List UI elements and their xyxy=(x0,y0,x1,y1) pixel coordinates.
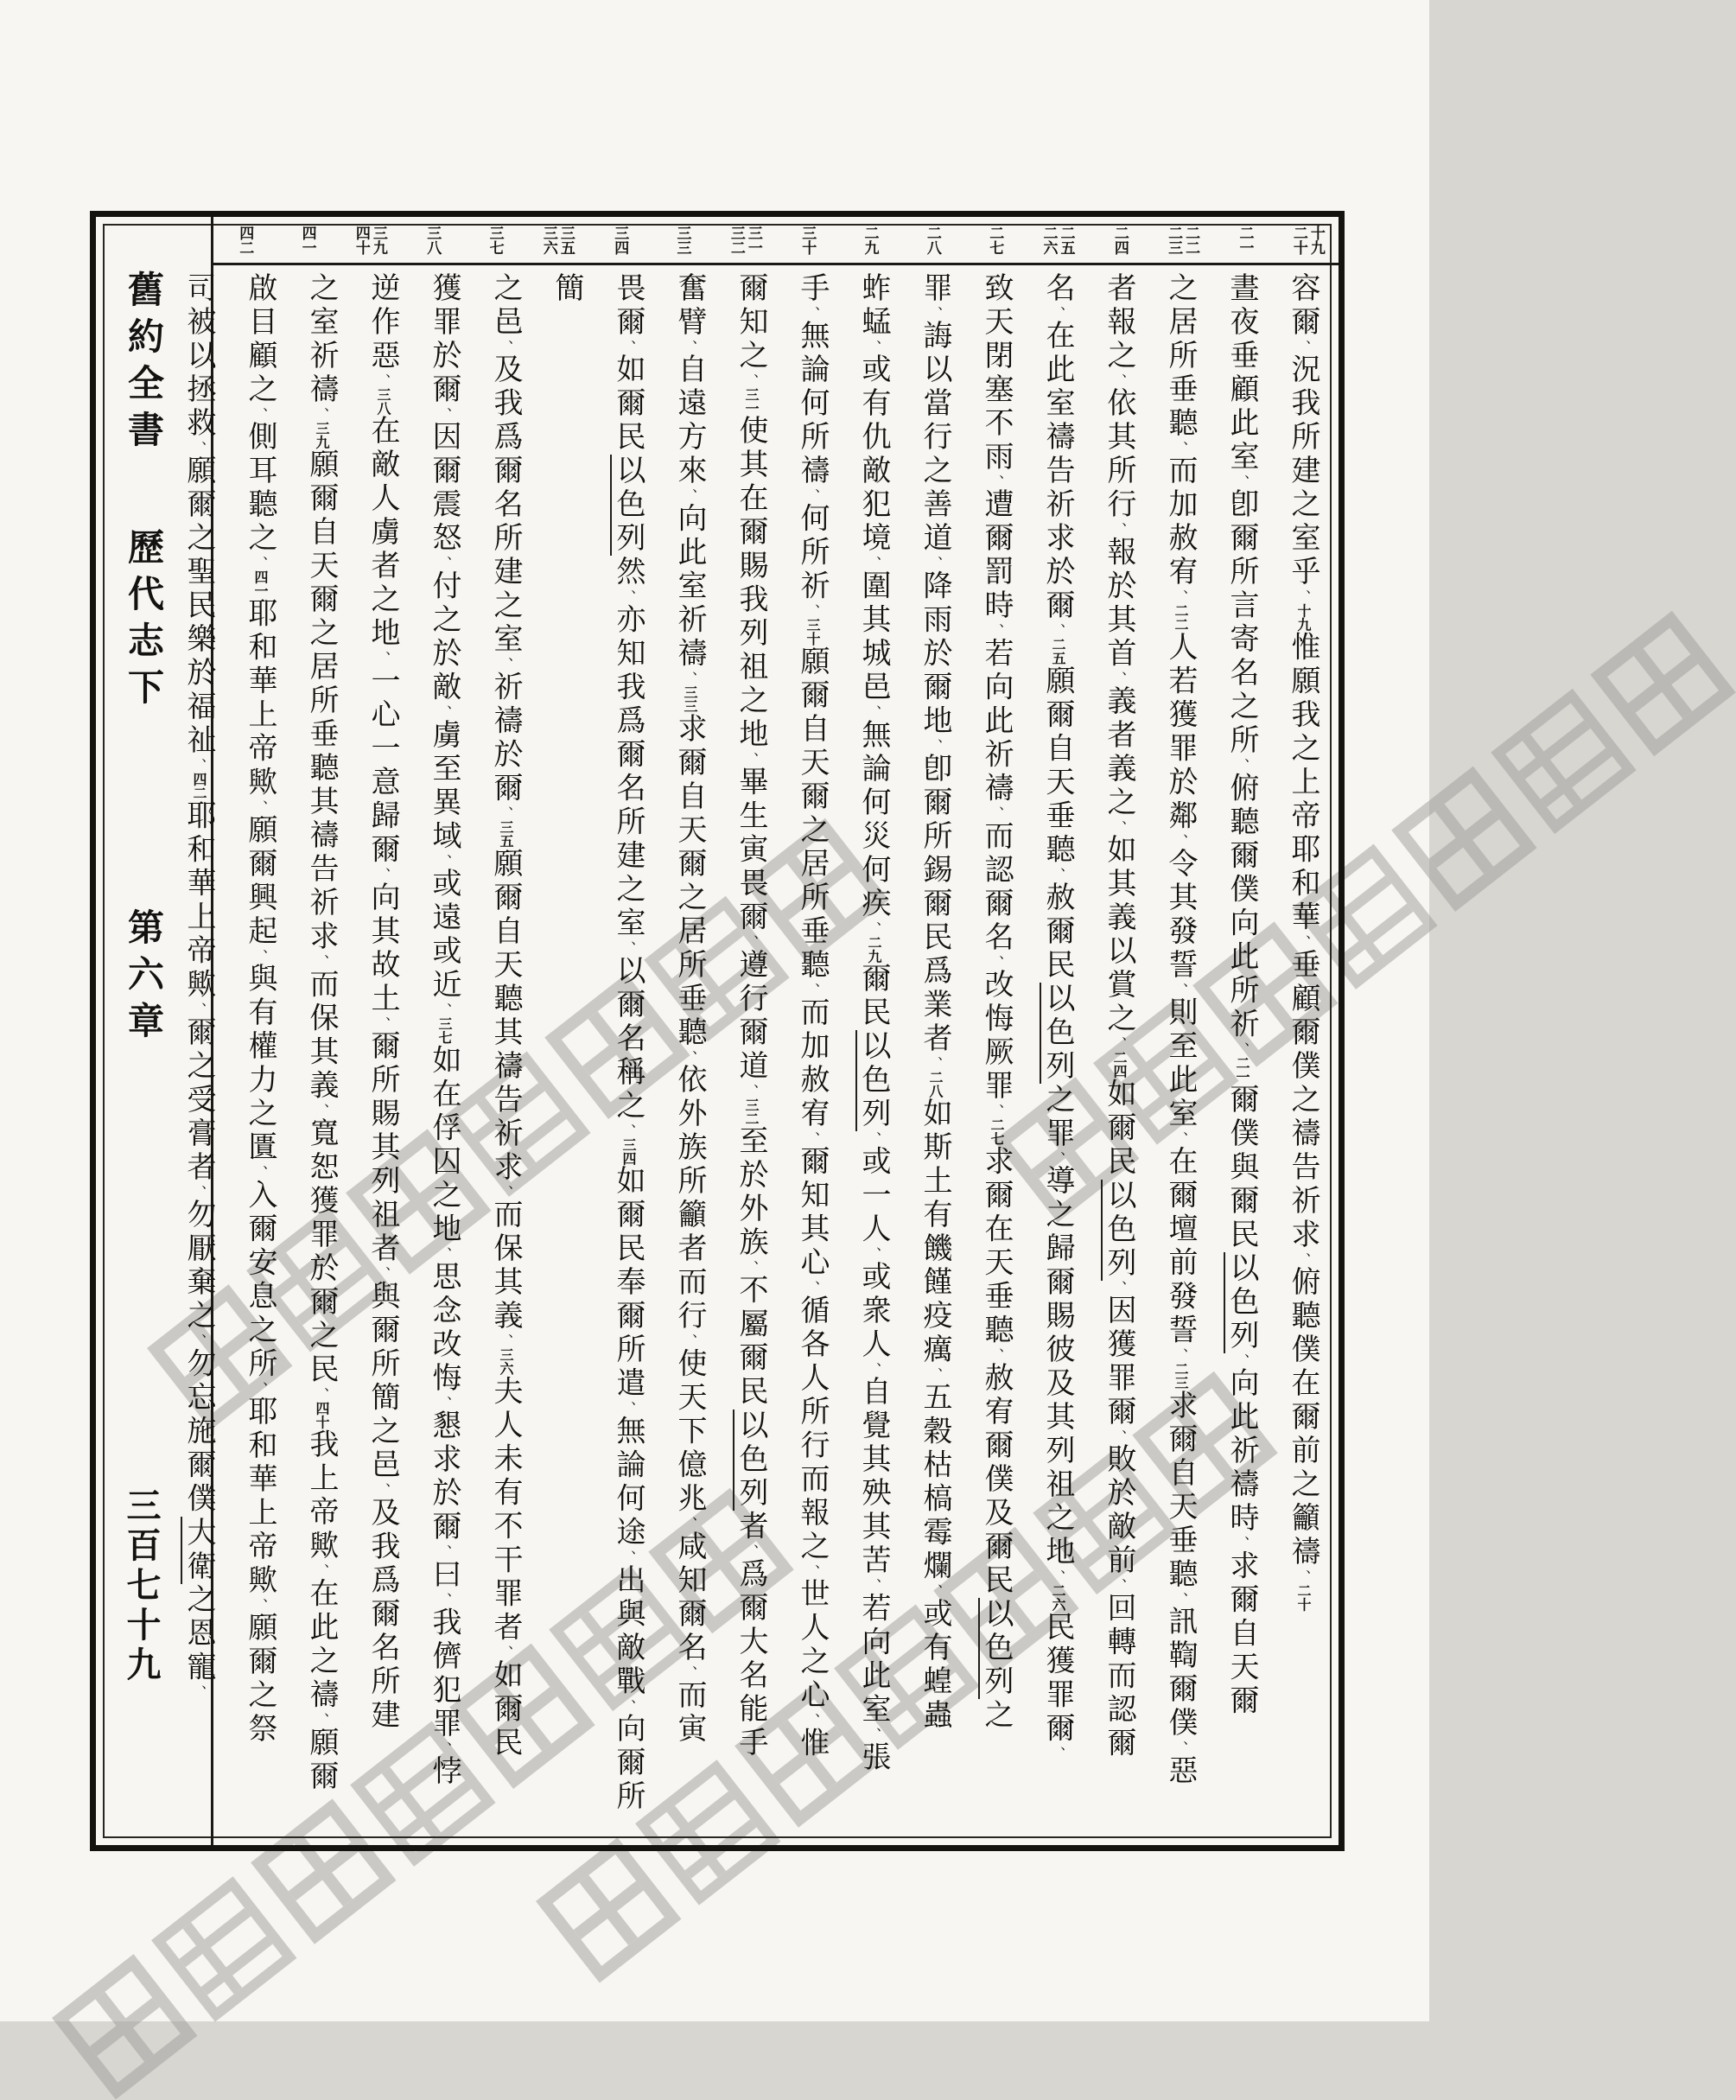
text-column: 爾知之、三一使其在爾賜我列祖之地、畢生寅畏爾、遵行爾道、三二至於外族、不屬爾民以色列者、爲爾大名能手 xyxy=(734,272,766,1760)
punctuation-mark: 、 xyxy=(1233,758,1250,773)
punctuation-mark: 、 xyxy=(251,407,268,422)
punctuation-mark: 、 xyxy=(1049,623,1065,638)
punctuation-mark: 、 xyxy=(804,306,820,321)
punctuation-mark: 、 xyxy=(1233,1041,1250,1056)
punctuation-mark: 、 xyxy=(436,407,452,422)
punctuation-mark: 、 xyxy=(1049,306,1065,321)
inline-verse-marker: 二三 xyxy=(1173,1361,1187,1390)
inline-verse-marker: 三四 xyxy=(620,1137,635,1166)
punctuation-mark: 、 xyxy=(926,306,943,321)
punctuation-mark: 、 xyxy=(1294,1569,1311,1584)
punctuation-mark: 、 xyxy=(1233,1352,1250,1368)
punctuation-mark: 、 xyxy=(1110,1036,1127,1051)
punctuation-mark: 、 xyxy=(681,1333,697,1348)
inline-verse-marker: 二九 xyxy=(866,935,881,964)
text-column: 之室祈禱、三九願爾自天爾之居所垂聽其禱告祈求、而保其義、寬恕獲罪於爾之民、四十我上帝歟、在此之禱、願爾 xyxy=(305,272,337,1794)
punctuation-mark: 、 xyxy=(313,1712,329,1727)
verse-number: 三十 xyxy=(799,225,817,255)
inline-verse-marker: 二七 xyxy=(989,1117,1003,1146)
inline-verse-marker: 三九 xyxy=(314,421,328,449)
section-title: 歷代志下 xyxy=(123,528,162,715)
punctuation-mark: 、 xyxy=(1172,982,1188,997)
verse-header-cell xyxy=(714,217,776,263)
watermark-glyph xyxy=(1590,611,1735,756)
inline-verse-marker: 三三 xyxy=(682,684,696,713)
punctuation-mark: 、 xyxy=(804,488,820,503)
punctuation-mark: 、 xyxy=(1110,1280,1127,1295)
punctuation-mark: 、 xyxy=(190,1684,207,1699)
punctuation-mark: 、 xyxy=(681,488,697,503)
punctuation-mark: 、 xyxy=(436,1395,452,1410)
punctuation-mark: 、 xyxy=(313,1563,329,1578)
proper-name: 大衛 xyxy=(182,1516,214,1584)
punctuation-mark: 、 xyxy=(313,407,329,422)
proper-name: 以色列 xyxy=(612,455,644,557)
verse-header-cell xyxy=(526,217,588,263)
text-column: 司被以拯救、願爾之聖民樂於福祉、四二耶和華上帝歟、爾之受膏者、勿厭棄之、勿忘施爾僕大衛之恩寵、 xyxy=(182,272,214,1699)
verse-number: 二五 xyxy=(1058,225,1075,255)
punctuation-mark: 、 xyxy=(926,738,943,753)
punctuation-mark: 、 xyxy=(620,1401,636,1416)
text-column: 畏爾、如爾民以色列然、亦知我爲爾名所建之室、以爾名稱之、三四如爾民奉爾所遣、無論何途、出與敵戰、向爾所簡 xyxy=(550,272,644,1815)
punctuation-mark: 、 xyxy=(865,1246,881,1261)
inline-verse-marker: 二十 xyxy=(1295,1583,1310,1612)
punctuation-mark: 、 xyxy=(742,373,759,388)
verse-header-cell xyxy=(339,217,401,263)
verse-header-cell xyxy=(1089,217,1151,263)
punctuation-mark: 、 xyxy=(1110,1578,1127,1593)
text-column: 之居所垂聽、而加赦宥、二二人若獲罪於鄰、令其發誓、則至此室、在爾壇前發誓、二三求爾自天垂聽、訊鞫爾僕、惡 xyxy=(1164,272,1196,1789)
punctuation-mark: 、 xyxy=(742,1083,759,1098)
punctuation-mark: 、 xyxy=(251,1381,268,1396)
punctuation-mark: 、 xyxy=(1049,1569,1065,1584)
text-column: 晝夜垂顧此室、卽爾所言寄名之所、俯聽爾僕向此所祈、二一爾僕與爾民以色列、向此祈禱時、求爾自天爾 xyxy=(1225,272,1257,1719)
punctuation-mark: 、 xyxy=(742,934,759,949)
proper-name: 以色列 xyxy=(734,1409,766,1511)
inline-verse-marker: 三八 xyxy=(375,387,390,416)
page-number: 三百七十九 xyxy=(122,1487,161,1686)
punctuation-mark: 、 xyxy=(1172,1131,1188,1146)
punctuation-mark: 、 xyxy=(190,441,207,455)
inline-verse-marker: 二四 xyxy=(1111,1050,1126,1079)
punctuation-mark: 、 xyxy=(436,1544,452,1559)
inline-verse-marker: 三五 xyxy=(498,819,512,848)
punctuation-mark: 、 xyxy=(313,1103,329,1117)
inline-verse-marker: 三七 xyxy=(436,1016,451,1045)
punctuation-mark: 、 xyxy=(865,1131,881,1146)
punctuation-mark: 、 xyxy=(1172,1347,1188,1362)
verse-number: 三六 xyxy=(540,225,557,255)
punctuation-mark: 、 xyxy=(620,340,636,354)
verse-header-cell xyxy=(776,217,838,263)
punctuation-mark: 、 xyxy=(681,671,697,685)
punctuation-mark: 、 xyxy=(436,1740,452,1756)
punctuation-mark: 、 xyxy=(926,1583,943,1598)
punctuation-mark: 、 xyxy=(804,1713,820,1728)
punctuation-mark: 、 xyxy=(1110,1429,1127,1444)
punctuation-mark: 、 xyxy=(1172,441,1188,455)
punctuation-mark: 、 xyxy=(620,940,636,955)
punctuation-mark: 、 xyxy=(1049,867,1065,881)
punctuation-mark: 、 xyxy=(620,1698,636,1714)
verse-number: 三一 xyxy=(745,225,762,255)
punctuation-mark: 、 xyxy=(988,474,1004,489)
punctuation-mark: 、 xyxy=(865,1727,881,1741)
inline-verse-marker: 三六 xyxy=(498,1347,512,1376)
punctuation-mark: 、 xyxy=(497,340,513,354)
verse-header-cell xyxy=(1276,217,1339,263)
punctuation-mark: 、 xyxy=(988,954,1004,970)
scripture-text-area xyxy=(182,265,1333,1842)
inline-verse-marker: 四十 xyxy=(314,1401,328,1429)
verse-number-band xyxy=(213,217,1339,265)
verse-header-cell xyxy=(588,217,651,263)
verse-header-cell xyxy=(838,217,900,263)
verse-header-cell xyxy=(651,217,713,263)
punctuation-mark: 、 xyxy=(1233,474,1250,489)
proper-name: 以色列 xyxy=(1225,1251,1257,1353)
verse-header-cell xyxy=(1213,217,1275,263)
chapter-title: 第六章 xyxy=(123,908,162,1048)
punctuation-mark: 、 xyxy=(620,1550,636,1564)
punctuation-mark: 、 xyxy=(804,1131,820,1146)
inline-verse-marker: 三十 xyxy=(804,617,819,646)
verse-number: 四十 xyxy=(353,225,370,255)
punctuation-mark: 、 xyxy=(804,1563,820,1579)
text-column: 致天閉塞不雨、遭爾罰時、若向此祈禱、而認爾名、改悔厥罪、二七求爾在天垂聽、赦宥爾僕及爾民以色列之 xyxy=(980,272,1012,1733)
verse-number: 四二 xyxy=(237,225,254,255)
punctuation-mark: 、 xyxy=(436,1592,452,1607)
punctuation-mark: 、 xyxy=(251,1165,268,1180)
verse-number: 二九 xyxy=(862,225,879,255)
punctuation-mark: 、 xyxy=(251,948,268,964)
punctuation-mark: 、 xyxy=(374,1266,391,1281)
punctuation-mark: 、 xyxy=(865,920,881,936)
punctuation-mark: 、 xyxy=(374,1482,391,1497)
inline-verse-marker: 四一 xyxy=(252,570,267,598)
inline-verse-marker: 二五 xyxy=(1050,637,1065,665)
punctuation-mark: 、 xyxy=(251,1597,268,1613)
verse-number: 三五 xyxy=(557,225,575,255)
verse-number: 三二 xyxy=(728,225,745,255)
verse-number: 二六 xyxy=(1040,225,1058,255)
punctuation-mark: 、 xyxy=(1294,589,1311,604)
punctuation-mark: 、 xyxy=(190,1184,207,1200)
punctuation-mark: 、 xyxy=(804,982,820,997)
punctuation-mark: 、 xyxy=(374,867,391,881)
punctuation-mark: 、 xyxy=(497,805,513,820)
punctuation-mark: 、 xyxy=(251,556,268,570)
inline-verse-marker: 二六 xyxy=(1050,1583,1065,1612)
watermark-glyph xyxy=(1491,689,1636,834)
punctuation-mark: 、 xyxy=(190,1002,207,1016)
proper-name: 以色列 xyxy=(980,1597,1012,1699)
punctuation-mark: 、 xyxy=(497,657,513,671)
punctuation-mark: 、 xyxy=(436,1002,452,1017)
punctuation-mark: 、 xyxy=(251,799,268,814)
text-column: 名、在此室禱告祈求於爾、二五願爾自天垂聽、赦爾民以色列之罪、導之歸爾賜彼及其列祖之地、二六民獲罪爾、 xyxy=(1041,272,1073,1760)
verse-number: 二八 xyxy=(924,225,941,255)
punctuation-mark: 、 xyxy=(865,1361,881,1377)
punctuation-mark: 、 xyxy=(497,1184,513,1200)
verse-number: 二一 xyxy=(1237,225,1254,255)
page-border-box xyxy=(90,211,1345,1851)
punctuation-mark: 、 xyxy=(988,1347,1004,1362)
verse-number: 二十 xyxy=(1290,225,1307,255)
punctuation-mark: 、 xyxy=(1110,522,1127,537)
punctuation-mark: 、 xyxy=(988,623,1004,638)
punctuation-mark: 、 xyxy=(1049,1746,1065,1760)
verse-header-cell xyxy=(401,217,463,263)
punctuation-mark: 、 xyxy=(742,752,759,767)
verse-header-cell xyxy=(1026,217,1088,263)
book-title: 舊約全書 xyxy=(123,270,162,457)
verse-header-cell xyxy=(901,217,963,263)
punctuation-mark: 、 xyxy=(497,1333,513,1348)
verse-header-cell xyxy=(963,217,1026,263)
punctuation-mark: 、 xyxy=(620,1123,636,1138)
punctuation-mark: 、 xyxy=(988,805,1004,820)
watermark-glyph xyxy=(52,1954,197,2099)
inline-verse-marker: 四二 xyxy=(191,772,206,800)
verse-number: 三三 xyxy=(674,225,691,255)
punctuation-mark: 、 xyxy=(865,556,881,570)
punctuation-mark: 、 xyxy=(1110,819,1127,835)
punctuation-mark: 、 xyxy=(988,1104,1004,1118)
punctuation-mark: 、 xyxy=(1110,671,1127,685)
watermark-glyph xyxy=(536,1837,681,1982)
inline-verse-marker: 二二 xyxy=(1173,603,1187,632)
verse-header-cell xyxy=(463,217,525,263)
text-column: 容爾、況我所建之室乎、十九惟願我之上帝耶和華、垂顧爾僕之禱告祈求、俯聽僕在爾前之籲禱、二十 xyxy=(1287,272,1319,1612)
inline-verse-marker: 十九 xyxy=(1295,603,1310,632)
text-column: 罪、誨以當行之善道、降雨於爾地、卽爾所錫爾民爲業者、二八如斯土有饑饉疫癘、五穀枯槁霉爛、或有蝗蟲 xyxy=(919,272,951,1733)
punctuation-mark: 、 xyxy=(1172,833,1188,848)
punctuation-mark: 、 xyxy=(1294,934,1311,949)
inline-verse-marker: 三二 xyxy=(743,1098,758,1126)
punctuation-mark: 、 xyxy=(1294,340,1311,354)
verse-number: 二三 xyxy=(1166,225,1183,255)
verse-number: 十九 xyxy=(1307,225,1325,255)
punctuation-mark: 、 xyxy=(865,1578,881,1593)
watermark-glyph xyxy=(151,1876,296,2021)
text-column: 啟目顧之、側耳聽之、四一耶和華上帝歟、願爾興起、與有權力之匱、入爾安息之所、耶和華上帝歟、願爾之祭 xyxy=(244,272,276,1747)
inline-verse-marker: 二八 xyxy=(927,1070,942,1098)
punctuation-mark: 、 xyxy=(926,1367,943,1382)
verse-number: 二二 xyxy=(1183,225,1200,255)
proper-name: 以色列 xyxy=(857,1030,889,1132)
punctuation-mark: 、 xyxy=(865,340,881,354)
text-column: 者報之、依其所行、報於其首、義者義之、如其義以賞之、二四如爾民以色列、因獲罪爾、敗於敵前、回轉而認爾 xyxy=(1103,272,1135,1761)
punctuation-mark: 、 xyxy=(190,758,207,773)
punctuation-mark: 、 xyxy=(865,704,881,719)
punctuation-mark: 、 xyxy=(374,373,391,388)
punctuation-mark: 、 xyxy=(436,1246,452,1261)
punctuation-mark: 、 xyxy=(1110,373,1127,388)
punctuation-mark: 、 xyxy=(313,954,329,969)
punctuation-mark: 、 xyxy=(804,1280,820,1295)
punctuation-mark: 、 xyxy=(620,589,636,604)
punctuation-mark: 、 xyxy=(681,1516,697,1530)
punctuation-mark: 、 xyxy=(436,704,452,719)
punctuation-mark: 、 xyxy=(1233,1536,1250,1550)
verse-number: 二四 xyxy=(1111,225,1129,255)
punctuation-mark: 、 xyxy=(436,556,452,570)
verse-header-cell xyxy=(276,217,338,263)
punctuation-mark: 、 xyxy=(926,556,943,570)
punctuation-mark: 、 xyxy=(190,1333,207,1348)
verse-number: 二七 xyxy=(987,225,1004,255)
verse-number: 三九 xyxy=(370,225,387,255)
proper-name: 以色列 xyxy=(1041,982,1073,1084)
punctuation-mark: 、 xyxy=(1172,1740,1188,1755)
verse-header-cell xyxy=(213,217,276,263)
punctuation-mark: 、 xyxy=(742,1543,759,1558)
text-column: 之邑、及我爲爾名所建之室、祈禱於爾、三五願爾自天聽其禱告祈求、而保其義、三六夫人未有不干罪者、如爾民 xyxy=(489,272,521,1760)
text-column: 手、無論何所禱、何所祈、三十願爾自天爾之居所垂聽、而加赦宥、爾知其心、循各人所行而報之、世人之心、惟 xyxy=(796,272,828,1761)
punctuation-mark: 、 xyxy=(742,1260,759,1275)
proper-name: 以色列 xyxy=(1103,1179,1135,1281)
punctuation-mark: 、 xyxy=(804,603,820,618)
punctuation-mark: 、 xyxy=(681,340,697,354)
text-column: 蚱蜢、或有仇敵犯境、圍其城邑、無論何災何疾、二九爾民以色列、或一人、或衆人、自覺其殃其苦、若向此室、張 xyxy=(857,272,889,1775)
text-column: 奮臂、自遠方來、向此室祈禱、三三求爾自天爾之居所垂聽、依外族所籲者而行、使天下億兆、咸知爾名、而寅 xyxy=(673,272,705,1747)
verse-number: 三七 xyxy=(486,225,504,255)
punctuation-mark: 、 xyxy=(497,1645,513,1659)
punctuation-mark: 、 xyxy=(374,651,391,665)
verse-header-cell xyxy=(1151,217,1213,263)
verse-number: 四一 xyxy=(299,225,316,255)
punctuation-mark: 、 xyxy=(436,853,452,869)
verse-number: 三八 xyxy=(424,225,442,255)
text-column: 獲罪於爾、因爾震怒、付之於敵、虜至異域、或遠或近、三七如在俘囚之地、思念改悔、懇求於爾、曰、我儕犯罪、悖 xyxy=(428,272,460,1790)
punctuation-mark: 、 xyxy=(1294,1251,1311,1267)
verse-number: 三四 xyxy=(612,225,629,255)
punctuation-mark: 、 xyxy=(926,1055,943,1071)
punctuation-mark: 、 xyxy=(1172,589,1188,604)
punctuation-mark: 、 xyxy=(1172,1591,1188,1607)
punctuation-mark: 、 xyxy=(681,1049,697,1065)
punctuation-mark: 、 xyxy=(1049,1150,1065,1166)
watermark-glyph xyxy=(1391,767,1536,912)
inline-verse-marker: 三一 xyxy=(743,387,758,416)
punctuation-mark: 、 xyxy=(681,1664,697,1680)
text-column: 逆作惡、三八在敵人虜者之地、一心一意歸爾、向其故土、爾所賜其列祖者、與爾所簡之邑、及我爲爾名所建 xyxy=(366,272,398,1733)
punctuation-mark: 、 xyxy=(374,1015,391,1031)
punctuation-mark: 、 xyxy=(313,1386,329,1402)
inline-verse-marker: 二一 xyxy=(1234,1055,1249,1084)
